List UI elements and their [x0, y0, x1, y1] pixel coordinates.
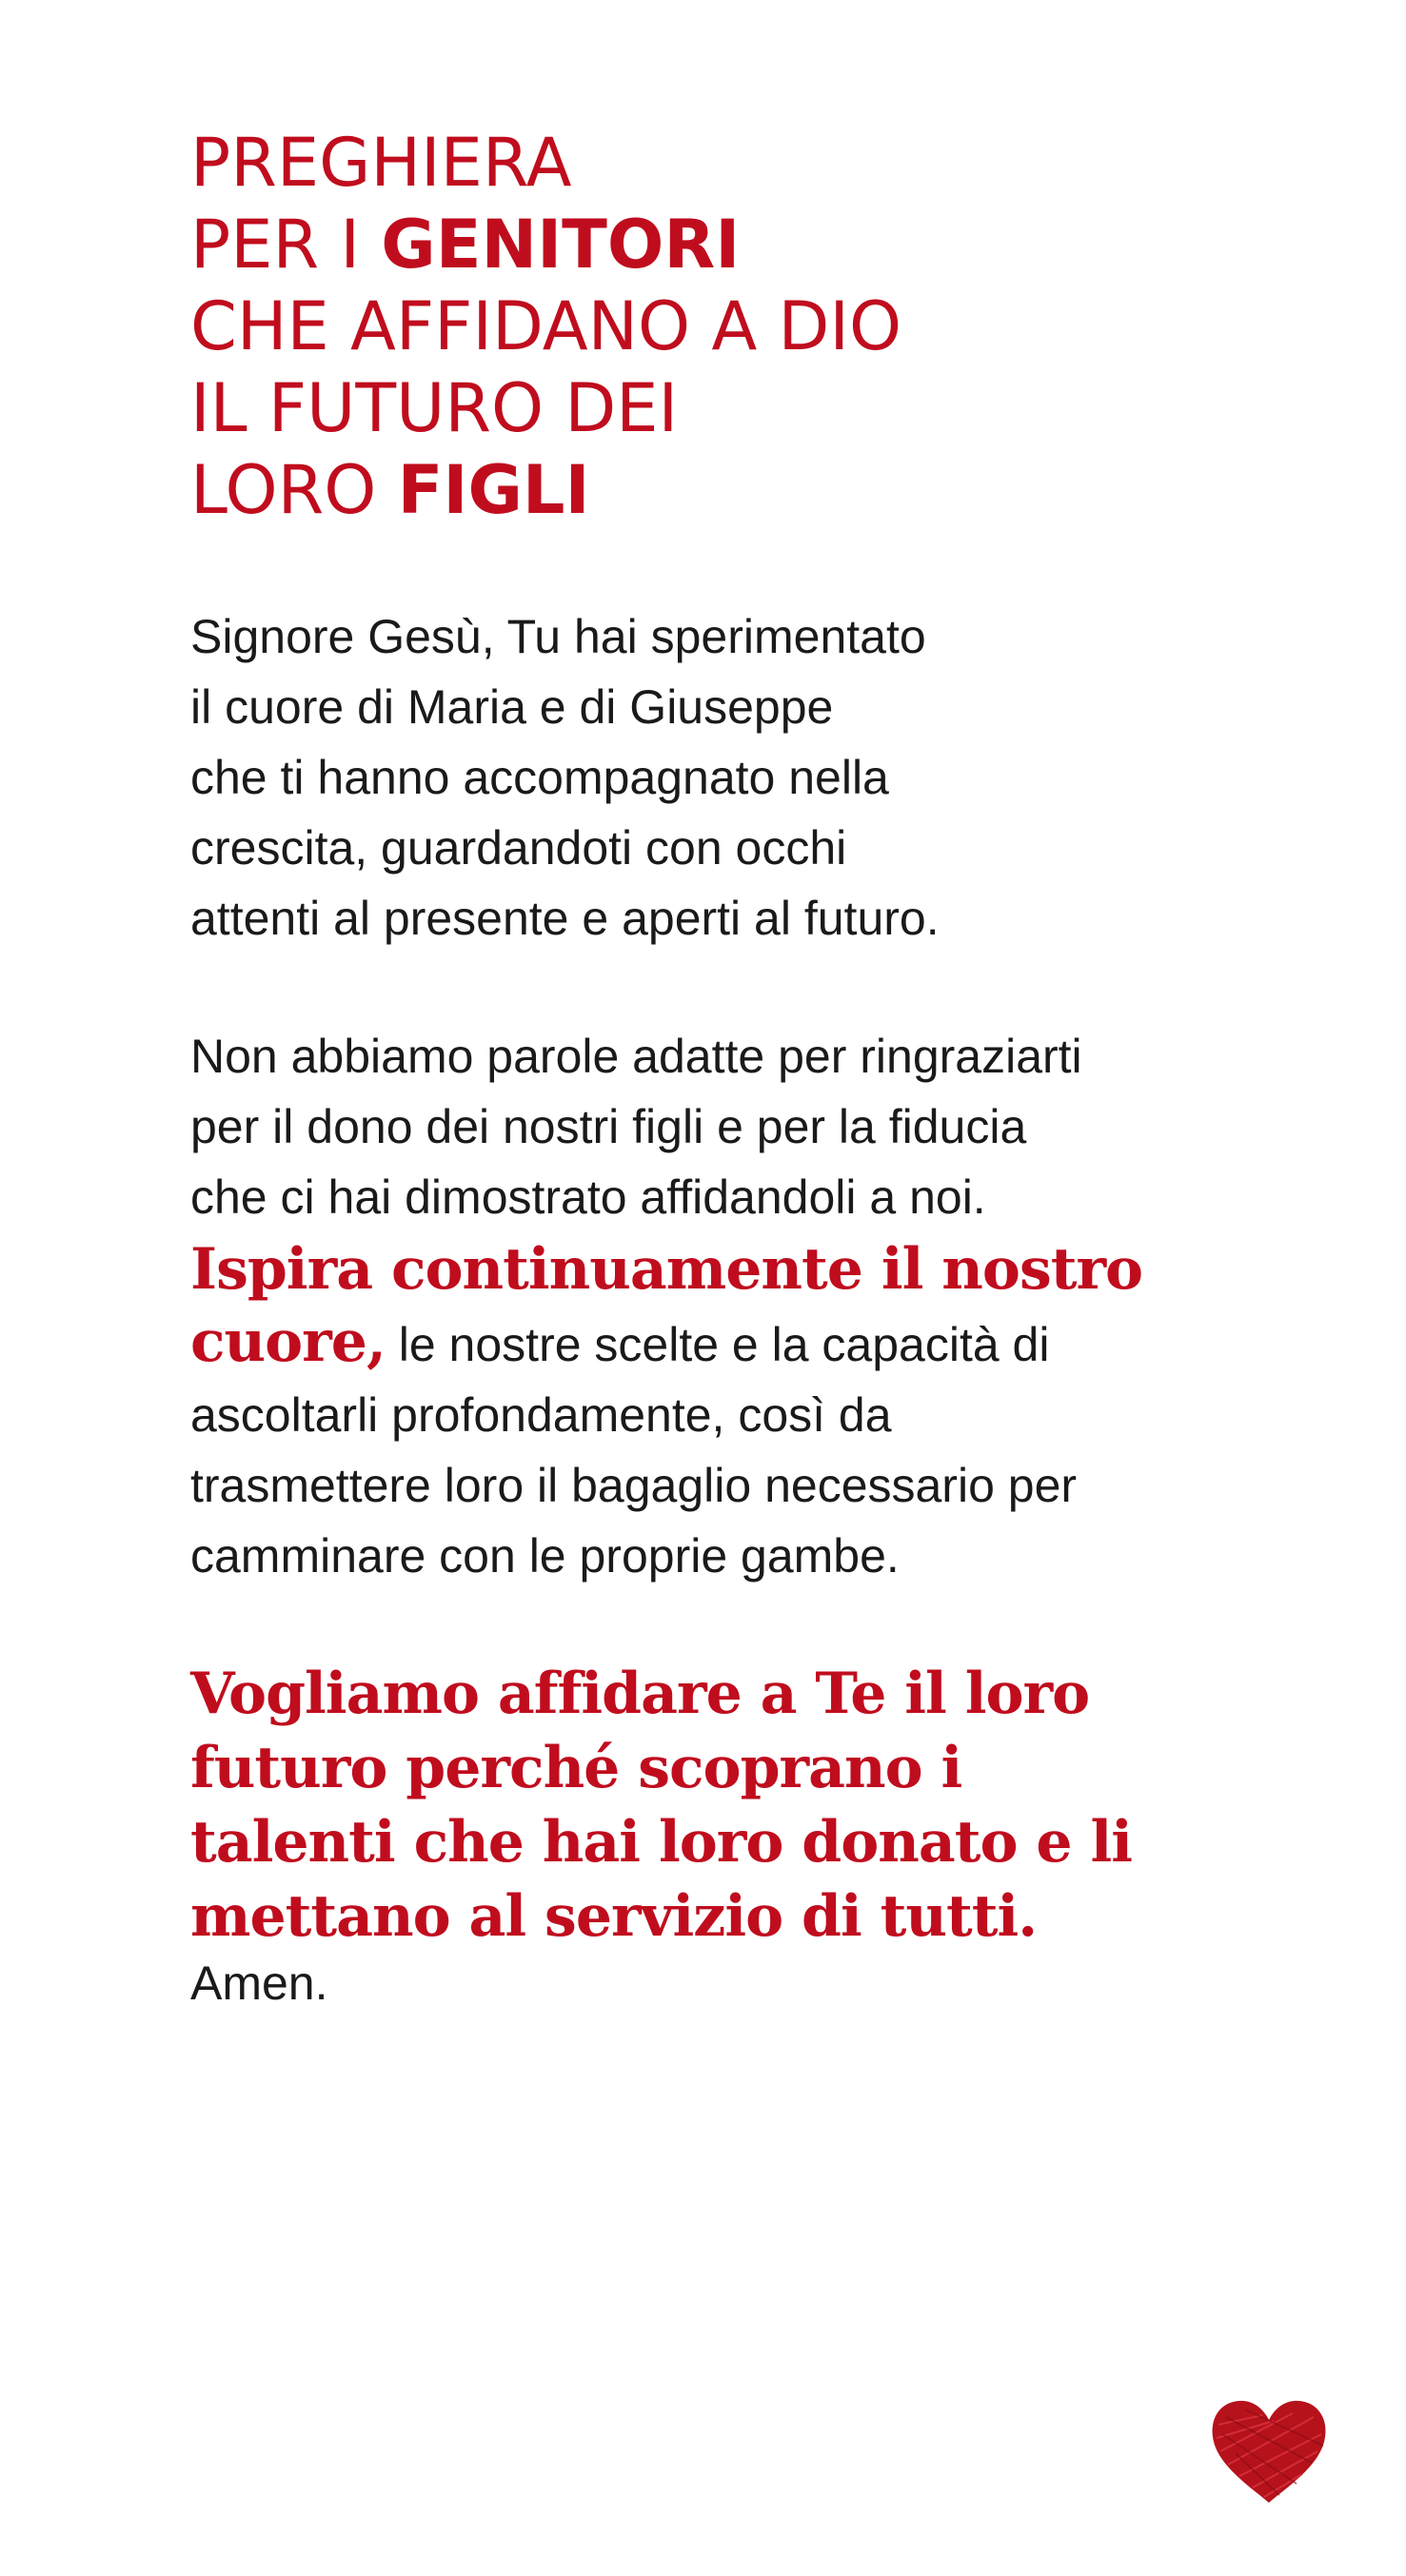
paragraph-1-line: che ti hanno accompagnato nella — [190, 751, 889, 804]
title-genitori: GENITORI — [381, 206, 741, 284]
title-line-3: CHE AFFIDANO A DIO — [190, 287, 902, 365]
paragraph-2-line: trasmettere loro il bagaglio necessario per — [190, 1459, 1078, 1512]
paragraph-1 — [190, 601, 940, 954]
emphasis-ispira: Ispira continuamente il nostro — [190, 1236, 1143, 1303]
paragraph-2 — [190, 1021, 1142, 1591]
title-figli: FIGLI — [397, 451, 590, 529]
title-line-5 — [190, 449, 901, 531]
title-line-2-prefix: PER I — [190, 206, 382, 284]
paragraph-2-line: camminare con le proprie gambe. — [190, 1529, 900, 1583]
title-line-2 — [190, 204, 901, 285]
amen: Amen. — [190, 1957, 328, 2010]
paragraph-1-line: crescita, guardandoti con occhi — [190, 821, 847, 875]
title-line-1: PREGHIERA — [190, 124, 572, 202]
prayer-title — [190, 122, 901, 531]
paragraph-2-line: per il dono dei nostri figli e per la fiducia — [190, 1100, 1027, 1153]
emphasis-vogliamo-line: futuro perché scoprano i — [190, 1735, 962, 1801]
emphasis-vogliamo-line: Vogliamo affidare a Te il loro — [190, 1661, 1090, 1727]
emphasis-vogliamo-line: mettano al servizio di tutti. — [190, 1883, 1038, 1950]
paragraph-2-line: ascoltarli profondamente, così da — [190, 1388, 892, 1442]
paragraph-2-line: Non abbiamo parole adatte per ringraziarti — [190, 1030, 1082, 1083]
paragraph-3 — [190, 1657, 1132, 2013]
paragraph-1-line: il cuore di Maria e di Giuseppe — [190, 680, 834, 734]
paragraph-2-mixed-line — [190, 1307, 1142, 1380]
title-line-4: IL FUTURO DEI — [190, 369, 679, 447]
title-line-5-prefix: LORO — [190, 451, 398, 529]
paragraph-1-line: attenti al presente e aperti al futuro. — [190, 892, 940, 945]
emphasis-vogliamo-line: talenti che hai loro donato e li — [190, 1809, 1133, 1876]
paragraph-1-line: Signore Gesù, Tu hai sperimentato — [190, 610, 926, 663]
emphasis-cuore: cuore, — [190, 1308, 386, 1375]
heart-icon — [1207, 2396, 1331, 2508]
paragraph-2-line: che ci hai dimostrato affidandoli a noi. — [190, 1170, 986, 1224]
paragraph-2-after-emphasis: le nostre scelte e la capacità di — [385, 1318, 1050, 1371]
